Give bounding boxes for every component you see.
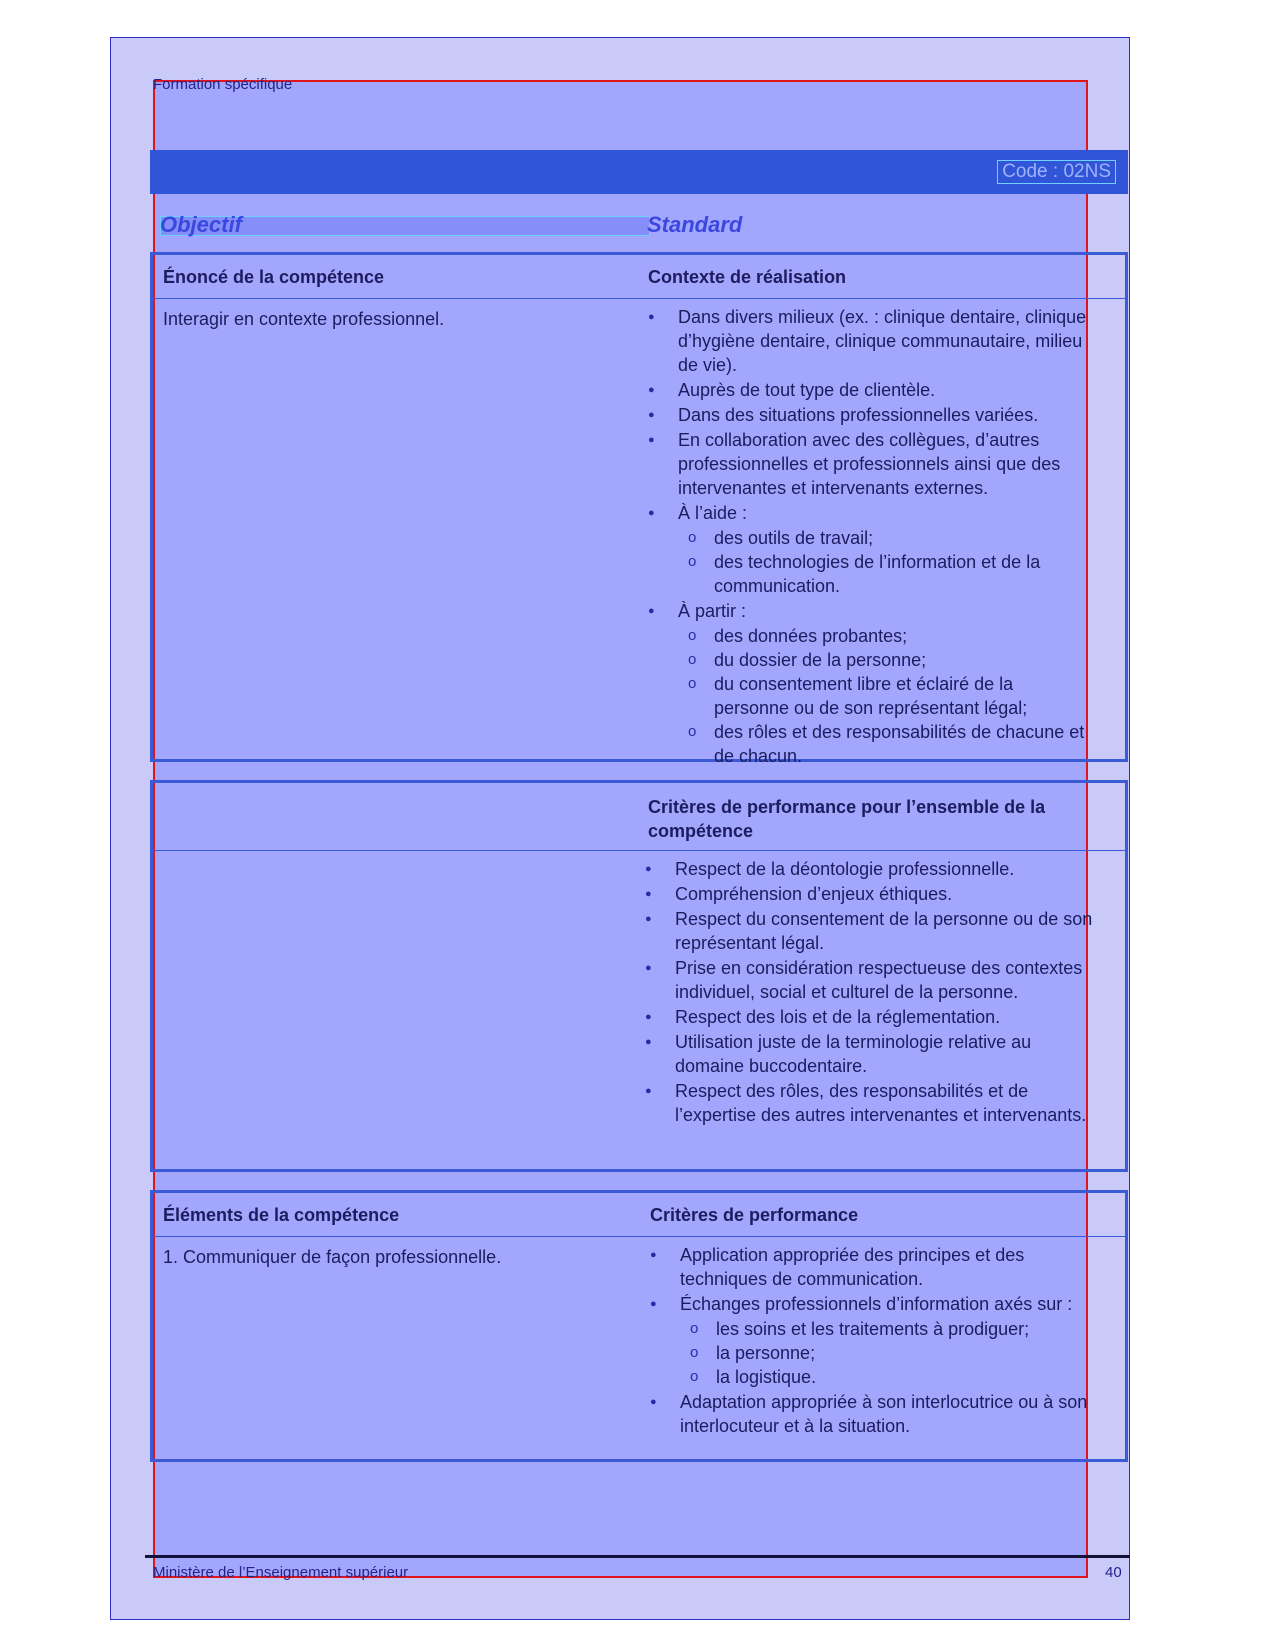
list-item: ● En collaboration avec des collègues, d’autres professionnelles et professionnels ainsi que des intervenantes et intervenants externes. [648,428,1088,500]
list-item: ● Auprès de tout type de clientèle. [648,378,1088,402]
competency-statement-heading: Énoncé de la compétence [163,267,385,287]
code-bar [150,150,1128,194]
competency-section [150,252,1128,766]
page-number: 40 [1105,1564,1122,1581]
performance-criteria-heading: Critères de performance [650,1205,859,1225]
competency-statement: Interagir en contexte professionnel. [163,309,445,329]
list-item: ● Dans divers milieux (ex. : clinique dentaire, clinique d’hygiène dentaire, clinique communautaire, milieu de vie). [648,305,1088,377]
list-item: ● Utilisation juste de la terminologie relative au domaine buccodentaire. [645,1030,1095,1078]
running-header: Formation spécifique [153,76,293,93]
elements-heading: Éléments de la compétence [163,1205,400,1225]
list-item: ● Compréhension d’enjeux éthiques. [645,882,1095,906]
list-item: ● Respect des lois et de la réglementation. [645,1005,1095,1029]
list-item: ● Application appropriée des principes et des techniques de communication. [650,1243,1100,1291]
sub-list-item: o du consentement libre et éclairé de la personne ou de son représentant légal; [678,672,1088,720]
list-item [650,1292,1100,1389]
standard-title: Standard [647,212,743,237]
context-list [648,305,1088,769]
overall-criteria-heading: Critères de performance pour l’ensemble de la compétence [648,797,1046,841]
section-header [153,783,1125,851]
elements-section [150,1190,1128,1462]
sub-list [678,624,1088,768]
sub-list-item: o des outils de travail; [678,526,1088,550]
sub-list-item: o des rôles et des responsabilités de chacune et de chacun. [678,720,1088,768]
section-header [153,255,1125,299]
list-item-label: À l’aide : [678,503,748,523]
sub-list-item: o du dossier de la personne; [678,648,1088,672]
list-item: ● Respect des rôles, des responsabilités et de l’expertise des autres intervenantes et intervenants. [645,1079,1095,1127]
sub-list-item: o des données probantes; [678,624,1088,648]
sub-list-item: o la logistique. [680,1365,1100,1389]
objective-title: Objectif [160,212,242,237]
overall-criteria-section [150,780,1128,1172]
context-heading: Contexte de réalisation [648,267,847,287]
overall-criteria-list [645,857,1095,1128]
list-item [648,501,1088,598]
list-item-label: À partir : [678,601,747,621]
column-titles [160,212,1120,242]
footer-rule [145,1555,1130,1558]
competency-element: 1. Communiquer de façon professionnelle. [163,1247,502,1267]
list-item [648,599,1088,768]
sub-list-item: o des technologies de l’information et de la communication. [678,550,1088,598]
sub-list-item: o la personne; [680,1341,1100,1365]
performance-criteria-list [650,1243,1100,1439]
sub-list-item: o les soins et les traitements à prodiguer; [680,1317,1100,1341]
program-code: Code : 02NS [997,160,1116,184]
list-item: ● Dans des situations professionnelles variées. [648,403,1088,427]
sub-list [680,1317,1100,1389]
footer-ministry: Ministère de l’Enseignement supérieur [153,1564,409,1581]
list-item: ● Respect du consentement de la personne ou de son représentant légal. [645,907,1095,955]
list-item-label: Échanges professionnels d’information axés sur : [680,1294,1073,1314]
list-item: ● Respect de la déontologie professionnelle. [645,857,1095,881]
list-item: ● Prise en considération respectueuse des contextes individuel, social et culturel de la personne. [645,956,1095,1004]
section-header [153,1193,1125,1237]
list-item: ● Adaptation appropriée à son interlocutrice ou à son interlocuteur et à la situation. [650,1390,1100,1438]
sub-list [678,526,1088,598]
